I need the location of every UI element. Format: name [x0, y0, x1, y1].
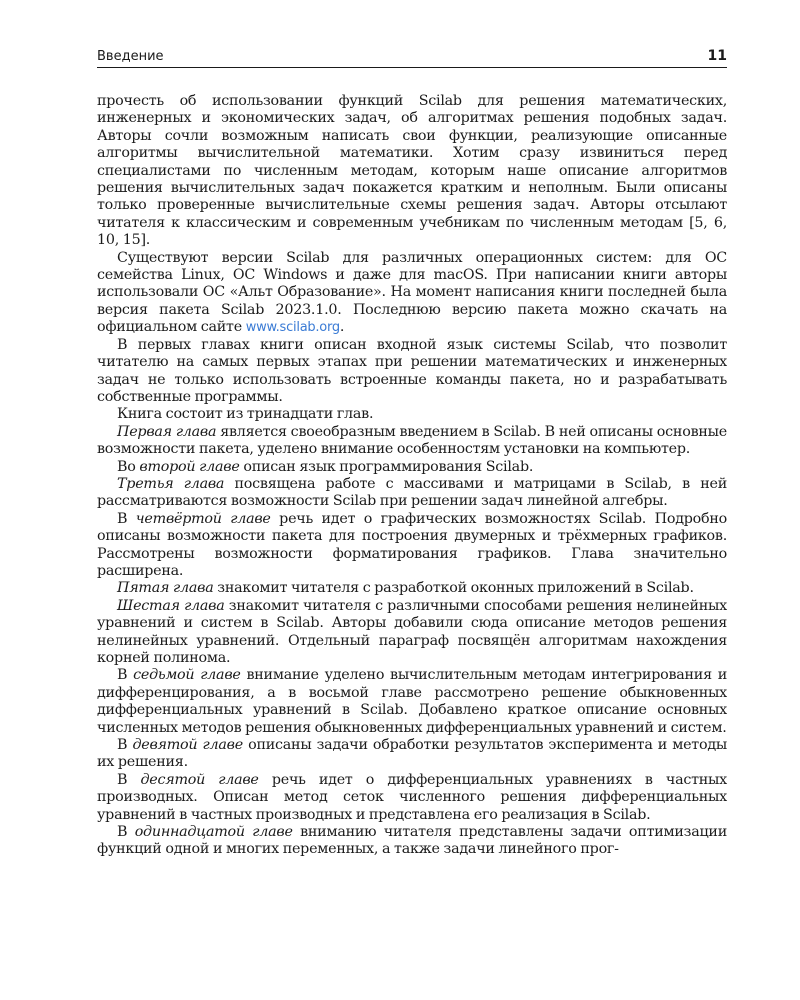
scilab-site-link[interactable]: www.scilab.org — [245, 320, 340, 336]
paragraph-text: . — [339, 319, 345, 336]
chapter-reference: Шестая глава — [117, 597, 225, 614]
paragraph — [97, 598, 727, 668]
paragraph — [97, 772, 727, 824]
paragraph-text: внимание уделено вычислительным методам интегрирования и дифференцирования, а в восьмой главе рассмотрено решение обыкновенных дифференциальных уравнений в Scilab. Добавлено краткое описание основных численных методов решения обыкновенных дифференциальных уравнений и систем. — [97, 667, 727, 736]
paragraph — [97, 476, 727, 511]
paragraph — [97, 337, 727, 407]
paragraph-text: речь идет о дифференциальных уравнениях в частных производных. Описан метод сеток численного решения дифференциальных уравнений в частных производных и представлена его реализация в Scilab. — [97, 771, 727, 823]
paragraph — [97, 737, 727, 772]
paragraph-text: прочесть об использовании функций Scilab для решения математических, инженерных и экономических задач, об алгоритмах решения подобных задач. Авторы сочли возможным написать свои функции, реализующие описанные алгоритмы вычислительной математики. Хотим сразу извиниться перед специалистами по численным методам, которым наше описание алгоритмов решения вычислительных задач покажется кратким и неполным. Были описаны только проверенные вычислительные схемы решения задач. Авторы отсылают читателя к классическим и современным учебникам по численным методам [5, 6, 10, 15]. — [97, 93, 727, 249]
paragraph — [97, 459, 727, 476]
paragraph-text: В — [117, 771, 141, 788]
page-number: 11 — [707, 48, 727, 64]
paragraph — [97, 424, 727, 459]
paragraph — [97, 667, 727, 737]
running-head — [97, 48, 727, 68]
chapter-reference: Третья глава — [117, 475, 225, 492]
paragraph — [97, 511, 727, 581]
chapter-reference: десятой главе — [140, 771, 259, 788]
chapter-reference: Пятая глава — [117, 580, 214, 597]
paragraph-text: посвящена работе с массивами и матрицами в Scilab, в ней рассматриваются возможности Scilab при решении задач линейной алгебры. — [97, 475, 727, 510]
paragraph-text: знакомит читателя с различными способами решения нелинейных уравнений и систем в Scilab. Авторы добавили сюда описание методов решения нелинейных уравнений. Отдельный параграф посвящён алгоритмам нахождения корней полинома. — [97, 597, 727, 666]
paragraph — [97, 250, 727, 337]
paragraph-text: Во — [117, 458, 140, 475]
paragraph-text: является своеобразным введением в Scilab. В ней описаны основные возможности пакета, уделено внимание особенностям установки на компьютер. — [97, 423, 727, 458]
paragraph-text: В — [117, 737, 133, 754]
paragraph — [97, 406, 727, 423]
chapter-reference: Первая глава — [117, 423, 217, 440]
paragraph-text: Существуют версии Scilab для различных операционных систем: для ОС семейства Linux, ОС Windows и даже для macOS. При написании книги авторы использовали ОС «Альт Образование». На момент написания книги последней была версия пакета Scilab 2023.1.0. Последнюю версию пакета можно скачать на официальном сайте — [97, 249, 727, 336]
paragraph-text: В первых главах книги описан входной язык системы Scilab, что позволит читателю на самых первых этапах при решении математических и инженерных задач не только использовать встроенные команды пакета, но и разрабатывать собственные программы. — [97, 336, 727, 405]
chapter-title: Введение — [97, 49, 164, 64]
chapter-reference: седьмой главе — [133, 667, 241, 684]
chapter-reference: четвёртой главе — [135, 510, 271, 527]
paragraph-text: В — [117, 824, 135, 841]
paragraph-text: описан язык программирования Scilab. — [239, 458, 534, 475]
chapter-reference: второй главе — [139, 458, 240, 475]
paragraph — [97, 580, 727, 597]
paragraph — [97, 93, 727, 250]
paragraph-text: Книга состоит из тринадцати глав. — [117, 406, 374, 423]
chapter-reference: девятой главе — [132, 737, 243, 754]
body-text — [97, 93, 727, 859]
paragraph — [97, 824, 727, 859]
chapter-reference: одиннадцатой главе — [134, 824, 293, 841]
paragraph-text: речь идет о графических возможностях Scilab. Подробно описаны возможности пакета для построения двумерных и трёхмерных графиков. Рассмотрены возможности форматирования графиков. Глава значительно расширена. — [97, 510, 727, 579]
paragraph-text: вниманию читателя представлены задачи оптимизации функций одной и многих переменных, а также задачи линейного прог- — [97, 824, 727, 858]
book-page — [97, 48, 727, 859]
paragraph-text: В — [117, 667, 134, 684]
paragraph-text: В — [117, 510, 136, 527]
paragraph-text: знакомит читателя с разработкой оконных приложений в Scilab. — [213, 580, 694, 597]
paragraph-text: описаны задачи обработки результатов эксперимента и методы их решения. — [97, 737, 727, 771]
